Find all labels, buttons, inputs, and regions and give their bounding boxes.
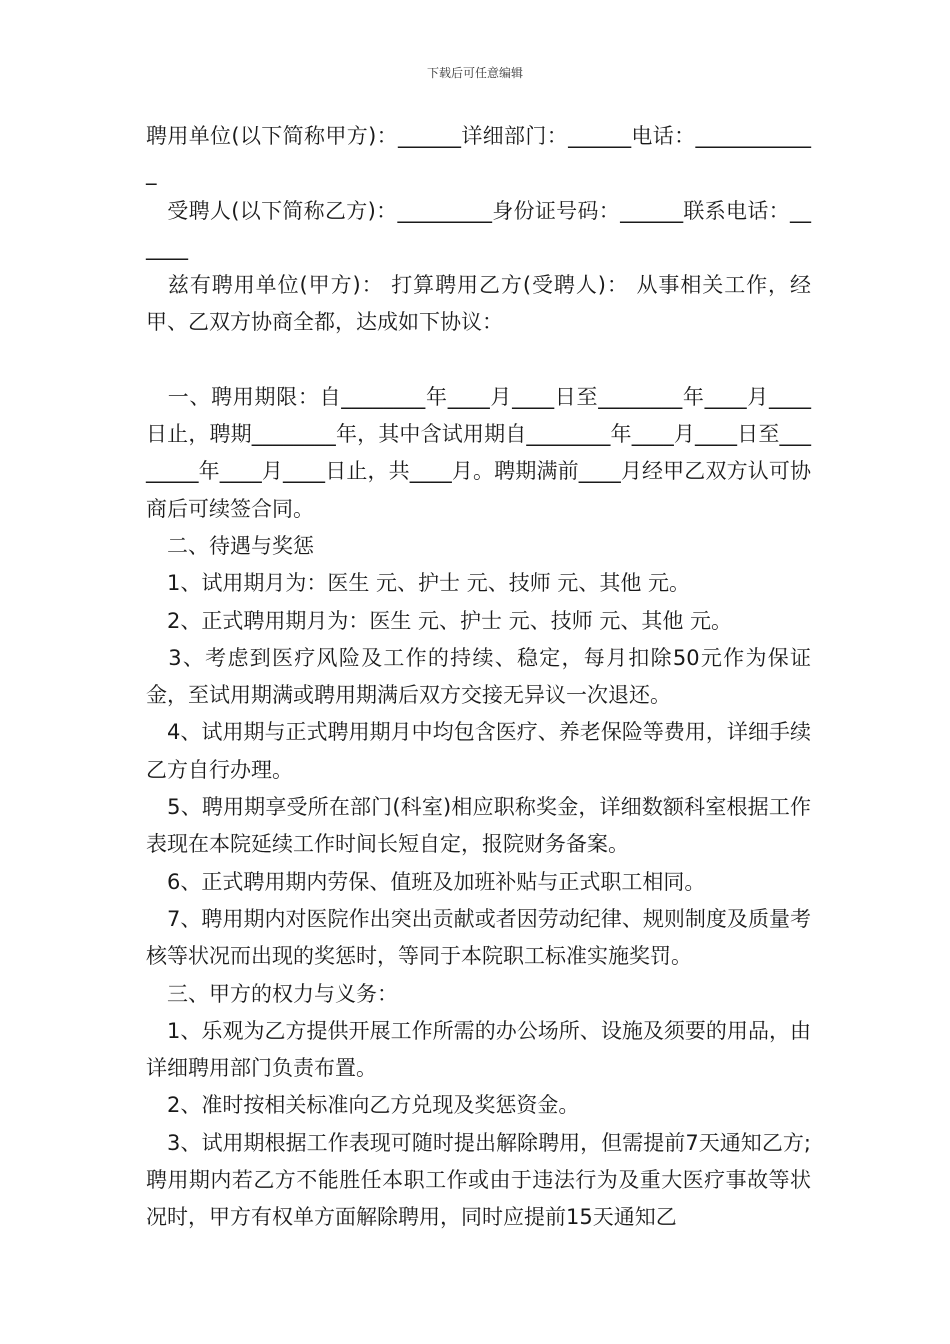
page-header: 下载后可任意编辑 [426, 66, 523, 80]
employer-info-line: 聘用单位(以下简称甲方)：______详细部门：______电话：____________ [146, 124, 811, 186]
section-2-item-5: 5、聘用期享受所在部门(科室)相应职称奖金，详细数额科室根据工作表现在本院延续工作时间长短自定，报院财务备案。 [146, 795, 811, 857]
section-2-item-6: 6、正式聘用期内劳保、值班及加班补贴与正式职工相同。 [146, 869, 706, 894]
section-2-item-4: 4、试用期与正式聘用期月中均包含医疗、养老保险等费用，详细手续乙方自行办理。 [146, 720, 811, 782]
section-3-item-2: 2、准时按相关标准向乙方兑现及奖惩资金。 [146, 1093, 580, 1118]
section-2-item-1: 1、试用期月为：医生 元、护士 元、技师 元、其他 元。 [146, 571, 691, 596]
document-body [146, 118, 811, 1237]
section-2-item-3: 3、考虑到医疗风险及工作的持续、稳定，每月扣除50元作为保证金，至试用期满或聘用期满后双方交接无异议一次退还。 [146, 645, 811, 708]
section-2-item-7: 7、聘用期内对医院作出突出贡献或者因劳动纪律、规则制度及质量考核等状况而出现的奖惩时，等同于本院职工标准实施奖罚。 [146, 906, 811, 969]
preamble-paragraph: 兹有聘用单位(甲方)： 打算聘用乙方(受聘人)： 从事相关工作，经甲、乙双方协商全都，达成如下协议： [146, 273, 811, 335]
section-1-term: 一、聘用期限：自________年____月____日至________年____月____日止，聘期________年，其中含试用期自________年____月____日至________年____月____日止，共____月。聘期满前____月经甲乙双方认可协商后可续签合同。 [146, 384, 811, 521]
section-3-item-3: 3、试用期根据工作表现可随时提出解除聘用，但需提前7天通知乙方;聘用期内若乙方不能胜任本职工作或由于违法行为及重大医疗事故等状况时，甲方有权单方面解除聘用，同时应提前15天通知乙 [146, 1130, 811, 1230]
section-3-heading: 三、甲方的权力与义务： [146, 981, 398, 1006]
employee-info-line: 受聘人(以下简称乙方)：_________身份证号码：______联系电话：______ [146, 198, 811, 260]
blank-line [146, 342, 811, 379]
section-2-heading: 二、待遇与奖惩 [146, 533, 314, 558]
section-3-item-1: 1、乐观为乙方提供开展工作所需的办公场所、设施及须要的用品，由详细聘用部门负责布置。 [146, 1018, 811, 1081]
section-2-item-2: 2、正式聘用期月为：医生 元、护士 元、技师 元、其他 元。 [146, 608, 733, 633]
